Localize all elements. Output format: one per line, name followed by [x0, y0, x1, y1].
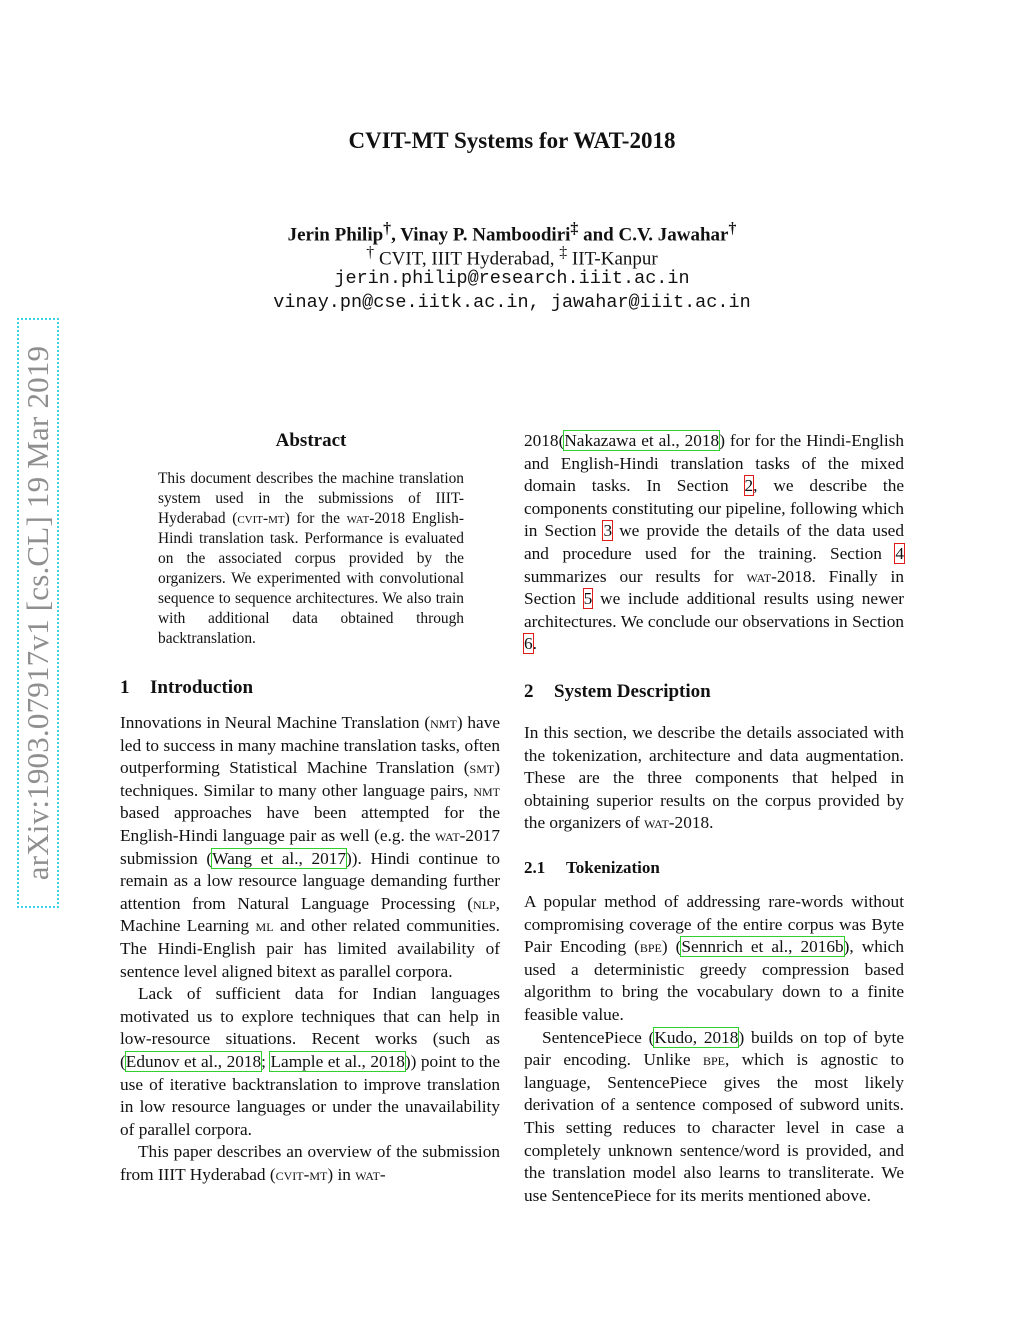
affiliation-org: IIT-Kanpur [567, 248, 658, 270]
introduction-continued [524, 430, 904, 656]
section-ref-link[interactable]: 6 [524, 634, 533, 654]
arxiv-stamp[interactable] [17, 318, 59, 908]
citation-link[interactable]: Lample et al., 2018 [270, 1051, 405, 1071]
citation-link[interactable]: Sennrich et al., 2016b [681, 937, 844, 957]
affiliation-org: CVIT, IIIT Hyderabad, [374, 248, 560, 270]
author-list [0, 220, 1024, 246]
abstract-heading: Abstract [275, 430, 347, 451]
abstract-body: This document describes the machine translation system used in the submissions of IIIT-Hyderabad (cvit-mt) for the wat-2018 English-Hindi translation task. Performance is evaluated on the associated corpus provided by the organizers. We experimented with convolutional sequence to sequence architectures. We also train with additional data obtained through backtranslation. [158, 470, 464, 647]
affiliation-mark: ‡ [570, 220, 579, 237]
paragraph: SentencePiece (Kudo, 2018) builds on top of byte pair encoding. Unlike bpe, which is agnostic to language, SentencePiece gives the most likely derivation of a sentence composed of subword units. This setting reduces to character level in case a completely unknown sentence/word is provided, and the translation model also learns to transliterate. We use SentencePiece for its merits mentioned above. [524, 1027, 904, 1205]
paper-title: CVIT-MT Systems for WAT-2018 [348, 128, 676, 153]
paragraph: A popular method of addressing rare-words without compromising coverage of the entire corpus was Byte Pair Encoding (bpe) (Sennrich et al., 2016b), which used a deterministic greedy compression based algorithm to bring the vocabulary down to a finite feasible value. [524, 892, 904, 1024]
citation-link[interactable]: Nakazawa et al., 2018 [564, 431, 720, 450]
affiliation-mark: † [383, 220, 392, 237]
citation-link[interactable]: Kudo, 2018 [654, 1027, 739, 1047]
subsection-heading-tokenization: 2.1 Tokenization [524, 858, 660, 877]
section-ref-link[interactable]: 3 [603, 521, 613, 541]
citation-link[interactable]: Edunov et al., 2018 [125, 1051, 262, 1071]
author-separator: and [578, 224, 619, 246]
author-separator: , [391, 224, 401, 246]
section-ref-link[interactable]: 2 [744, 476, 754, 496]
paragraph: Innovations in Neural Machine Translation (nmt) have led to success in many machine translation tasks, often outperforming Statistical Machine Translation (smt) techniques. Similar to many other language pairs, nmt based approaches have been attempted for the English-Hindi language pair as well (e.g. the wat-2017 submission (Wang et al., 2017)). Hindi continue to remain as a low resource language demanding further attention from Natural Language Processing (nlp, Machine Learning ml and other related communities. The Hindi-English pair has limited availability of sentence level aligned bitext as parallel corpora. [120, 713, 501, 981]
author-name: C.V. Jawahar [618, 224, 729, 246]
section-heading-system-description: 2 System Description [524, 681, 711, 702]
section-heading-introduction: 1 Introduction [120, 677, 254, 698]
section-ref-link[interactable]: 5 [583, 589, 593, 609]
arxiv-identifier: arXiv:1903.07917v1 [cs.CL] 19 Mar 2019 [20, 345, 55, 881]
author-name: Vinay P. Namboodiri [400, 224, 571, 246]
affiliation-mark: † [728, 220, 737, 237]
paragraph: Lack of sufficient data for Indian languages motivated us to explore techniques that can help in low-resource situations. Recent works (such as (Edunov et al., 2018; Lample et al., 2018)) point to the use of iterative backtranslation to improve translation in low resource languages or under the unavailability of parallel corpora. [120, 984, 500, 1139]
paragraph: In this section, we describe the details associated with the tokenization, architecture and data augmentation. These are the three components that helped in obtaining superior results on the corpus provided by the organizers of wat-2018. [524, 723, 904, 833]
introduction-body [120, 712, 500, 1186]
email-line: vinay.pn@cse.iitk.ac.in, jawahar@iiit.ac.in [273, 292, 751, 313]
affiliations [0, 244, 1024, 270]
affiliation-mark: ‡ [559, 244, 568, 261]
system-description-body [524, 722, 904, 835]
affiliation-mark: † [366, 244, 375, 261]
tokenization-body [524, 891, 904, 1207]
paragraph: This paper describes an overview of the submission from IIIT Hyderabad (cvit-mt) in wat- [120, 1142, 500, 1184]
author-name: Jerin Philip [287, 224, 384, 246]
citation-link[interactable]: Wang et al., 2017 [212, 848, 347, 868]
email-line: jerin.philip@research.iiit.ac.in [334, 268, 690, 289]
paragraph: 2018(Nakazawa et al., 2018) for for the Hindi-English and English-Hindi translation tasks of the mixed domain tasks. In Section 2, we describe the components constituting our pipeline, following which in Section 3 we provide the details of the data used and procedure used for the training. Section 4 summarizes our results for wat-2018. Finally in Section 5 we include additional results using newer architectures. We conclude our observations in Section 6. [524, 431, 905, 654]
section-ref-link[interactable]: 4 [895, 543, 904, 563]
